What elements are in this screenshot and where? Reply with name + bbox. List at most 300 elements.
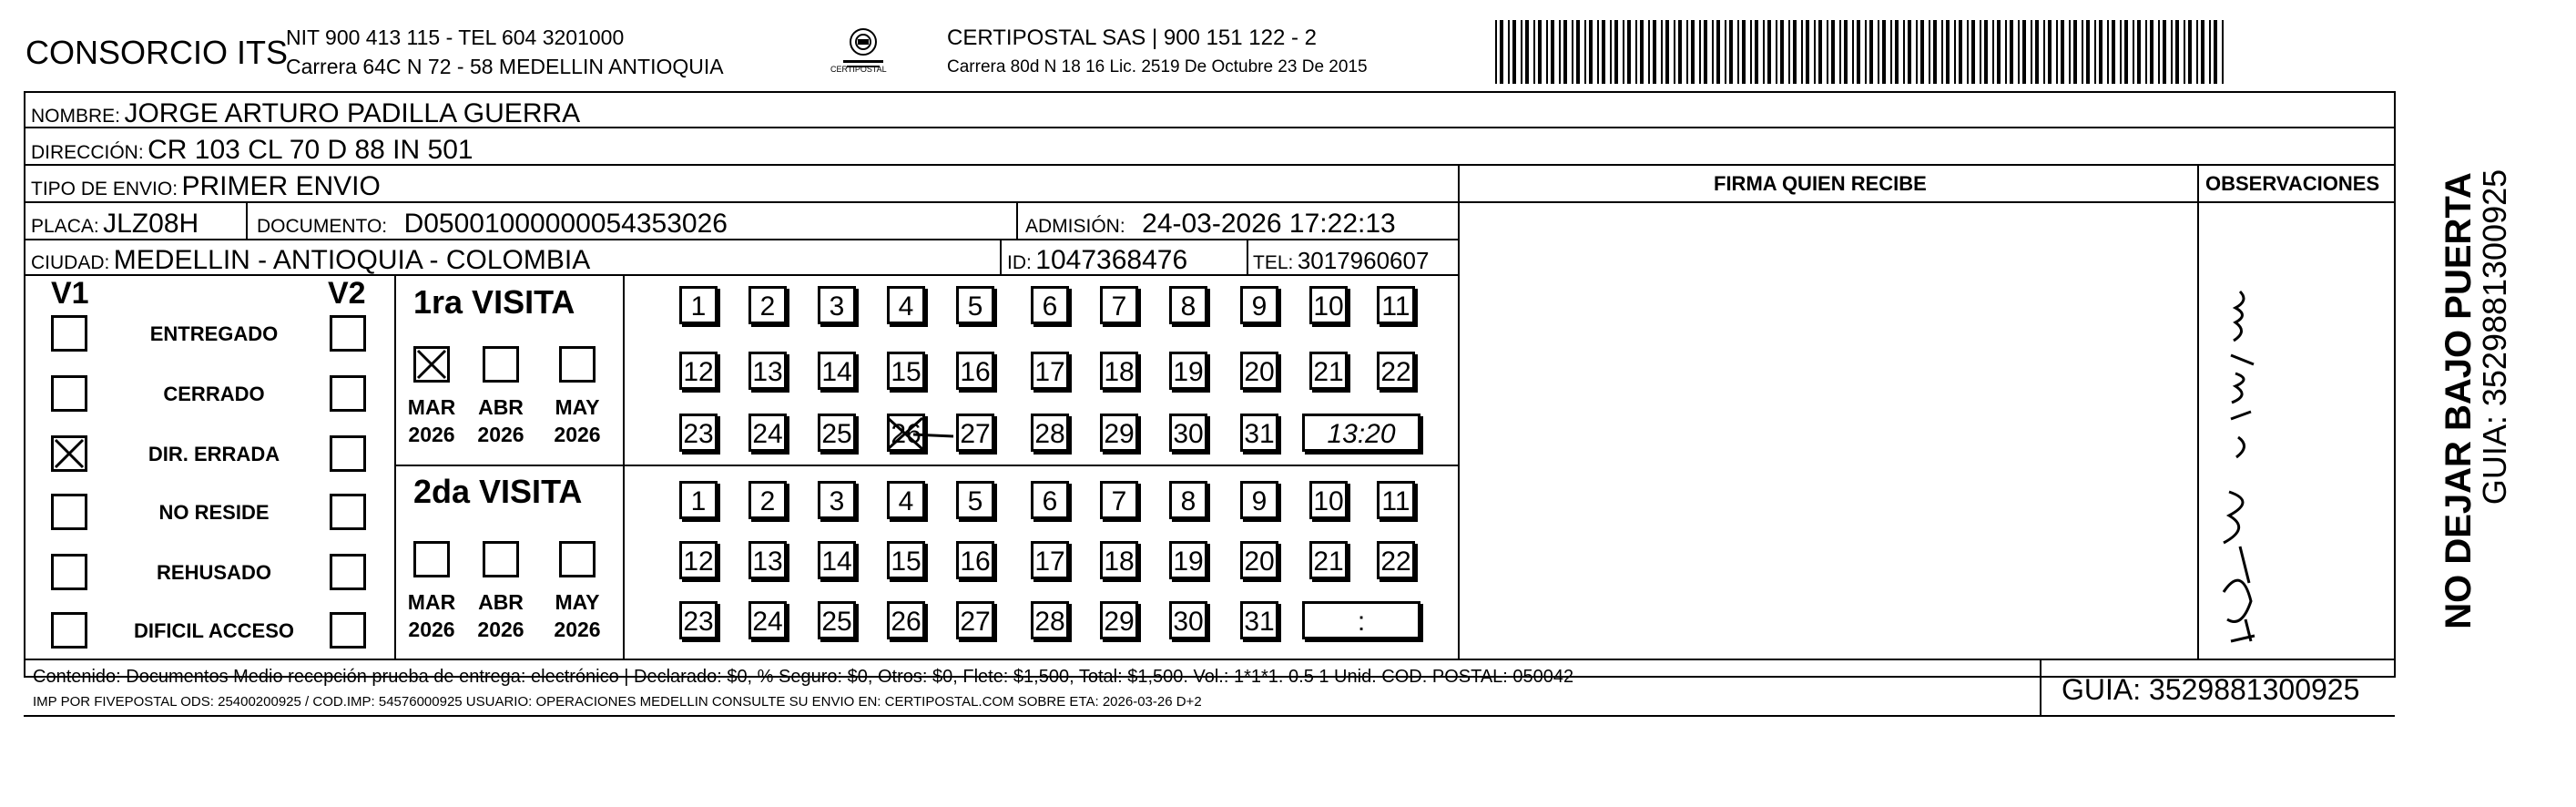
barcode-bar: [1890, 20, 1892, 84]
first-day-7[interactable]: [1100, 286, 1138, 324]
recipient-address: CR 103 CL 70 D 88 IN 501: [148, 135, 473, 165]
second-day-label: 12: [683, 547, 714, 577]
barcode-bar: [1984, 20, 1988, 84]
plate-label: PLACA:: [31, 216, 99, 237]
barcode-bar: [1793, 20, 1797, 84]
v1-checkbox-2[interactable]: [51, 435, 87, 472]
second-day-label: 31: [1244, 607, 1275, 637]
barcode-bar: [2150, 20, 2153, 84]
barcode-bar: [1559, 20, 1561, 84]
first-day-25[interactable]: [818, 414, 856, 452]
first-day-label: 14: [821, 357, 852, 387]
second-visit-year-label-2: 2026: [554, 618, 601, 641]
barcode-bar: [2056, 20, 2058, 84]
first-day-label: 15: [891, 357, 921, 387]
second-visit-month-checkbox-0[interactable]: [413, 541, 450, 577]
barcode-bar: [2112, 20, 2115, 84]
first-day-label: 5: [967, 291, 983, 322]
first-day-label: 1: [690, 291, 707, 322]
second-day-label: 25: [821, 607, 852, 637]
first-day-9[interactable]: [1240, 286, 1278, 324]
city-value: MEDELLIN - ANTIOQUIA - COLOMBIA: [113, 245, 591, 275]
first-day-23[interactable]: [679, 414, 718, 452]
first-day-16[interactable]: [956, 352, 994, 390]
observations-header: OBSERVACIONES: [2205, 172, 2380, 195]
shipment-type: PRIMER ENVIO: [181, 171, 381, 201]
day-mark-icon: [886, 413, 955, 466]
barcode-bar: [1623, 20, 1624, 84]
barcode-bar: [1508, 20, 1510, 84]
barcode-bar: [1895, 20, 1899, 84]
barcode-bar: [1597, 20, 1599, 84]
second-day-22[interactable]: [1377, 541, 1415, 579]
barcode-bar: [1933, 20, 1937, 84]
barcode-bar: [2124, 20, 2128, 84]
v2-checkbox-2[interactable]: [330, 435, 366, 472]
second-day-7[interactable]: [1100, 481, 1138, 519]
barcode-bar: [1780, 20, 1784, 84]
v1-checkbox-1[interactable]: [51, 375, 87, 412]
barcode-bar: [1882, 20, 1886, 84]
barcode-bar: [1665, 20, 1669, 84]
barcode-bar: [1920, 20, 1924, 84]
barcode-bar: [1678, 20, 1682, 84]
second-day-label: 26: [891, 607, 921, 637]
barcode-bar: [1869, 20, 1873, 84]
barcode-bar: [2069, 20, 2071, 84]
second-day-label: 21: [1313, 547, 1344, 577]
first-day-label: 20: [1244, 357, 1275, 387]
second-day-18[interactable]: [1100, 541, 1138, 579]
address-label: DIRECCIÓN:: [31, 142, 144, 163]
barcode: [1495, 20, 2224, 84]
second-day-2[interactable]: [748, 481, 787, 519]
first-day-27[interactable]: [956, 414, 994, 452]
first-day-label: 30: [1173, 419, 1204, 449]
first-day-5[interactable]: [956, 286, 994, 324]
second-visit-title: 2da VISITA: [413, 473, 583, 510]
barcode-bar: [2082, 20, 2083, 84]
v1-header: V1: [51, 276, 89, 311]
barcode-bar: [1763, 20, 1765, 84]
first-visit-year-label-2: 2026: [554, 423, 601, 446]
barcode-bar: [1686, 20, 1688, 84]
first-day-21[interactable]: [1309, 352, 1348, 390]
barcode-bar: [1992, 20, 1994, 84]
second-visit-year-label-0: 2026: [408, 618, 455, 641]
second-day-19[interactable]: [1169, 541, 1207, 579]
first-day-label: 28: [1034, 419, 1065, 449]
second-day-label: 1: [690, 486, 707, 516]
first-day-label: 7: [1111, 291, 1127, 322]
status-label-0: ENTREGADO: [149, 322, 279, 345]
first-day-22[interactable]: [1377, 352, 1415, 390]
second-day-14[interactable]: [818, 541, 856, 579]
barcode-bar: [1627, 20, 1631, 84]
first-visit-month-checkbox-2[interactable]: [559, 346, 596, 383]
barcode-bar: [1818, 20, 1822, 84]
v1-checkbox-3[interactable]: [51, 494, 87, 530]
first-day-3[interactable]: [818, 286, 856, 324]
first-day-30[interactable]: [1169, 414, 1207, 452]
barcode-bar: [1946, 20, 1950, 84]
second-day-5[interactable]: [956, 481, 994, 519]
barcode-bar: [1525, 20, 1529, 84]
barcode-bar: [2094, 20, 2096, 84]
second-visit-month-label-0: MAR: [407, 590, 456, 614]
admission-value: 24-03-2026 17:22:13: [1142, 209, 1396, 239]
v2-checkbox-3[interactable]: [330, 494, 366, 530]
barcode-bar: [1576, 20, 1580, 84]
barcode-bar: [1865, 20, 1867, 84]
first-visit-month-checkbox-0[interactable]: [413, 346, 450, 383]
barcode-bar: [1878, 20, 1879, 84]
second-day-label: 6: [1042, 486, 1058, 516]
barcode-bar: [1903, 20, 1905, 84]
barcode-bar: [1602, 20, 1605, 84]
second-day-label: 17: [1034, 547, 1065, 577]
second-visit-month-checkbox-1[interactable]: [483, 541, 519, 577]
second-day-9[interactable]: [1240, 481, 1278, 519]
first-day-label: 29: [1104, 419, 1135, 449]
second-day-label: 23: [683, 607, 714, 637]
first-day-2[interactable]: [748, 286, 787, 324]
first-visit-year-label-0: 2026: [408, 423, 455, 446]
second-day-label: 24: [752, 607, 783, 637]
barcode-bar: [1967, 20, 1969, 84]
check-mark-icon: [54, 438, 85, 469]
barcode-bar: [1831, 20, 1835, 84]
barcode-bar: [1788, 20, 1790, 84]
first-day-label: 4: [898, 291, 914, 322]
first-day-31[interactable]: [1240, 414, 1278, 452]
recipient-name: JORGE ARTURO PADILLA GUERRA: [124, 98, 581, 128]
first-day-label: 3: [829, 291, 845, 322]
barcode-bar: [1563, 20, 1567, 84]
logo-text: CERTIPOSTAL: [830, 65, 887, 74]
barcode-bar: [1538, 20, 1542, 84]
second-day-6[interactable]: [1031, 481, 1069, 519]
first-day-label: 9: [1251, 291, 1268, 322]
first-day-label: 10: [1313, 291, 1344, 322]
second-day-label: 27: [960, 607, 991, 637]
first-day-10[interactable]: [1309, 286, 1348, 324]
barcode-bar: [1674, 20, 1675, 84]
first-day-label: 8: [1180, 291, 1196, 322]
tel-value: 3017960607: [1297, 247, 1430, 274]
second-day-label: 20: [1244, 547, 1275, 577]
first-day-label: 22: [1380, 357, 1411, 387]
barcode-bar: [1742, 20, 1746, 84]
second-visit-month-label-2: MAY: [555, 590, 600, 614]
type-label: TIPO DE ENVIO:: [31, 179, 178, 199]
second-day-11[interactable]: [1377, 481, 1415, 519]
barcode-bar: [1610, 20, 1612, 84]
second-day-label: 4: [898, 486, 914, 516]
barcode-bar: [2035, 20, 2039, 84]
barcode-bar: [2196, 20, 2198, 84]
barcode-bar: [1801, 20, 1803, 84]
second-day-label: 5: [967, 486, 983, 516]
second-visit-year-label-1: 2026: [477, 618, 524, 641]
second-day-16[interactable]: [956, 541, 994, 579]
second-day-10[interactable]: [1309, 481, 1348, 519]
barcode-bar: [1814, 20, 1816, 84]
barcode-bar: [1635, 20, 1637, 84]
barcode-bar: [2184, 20, 2185, 84]
barcode-bar: [2158, 20, 2160, 84]
barcode-bar: [1704, 20, 1707, 84]
second-day-label: 11: [1381, 486, 1410, 516]
barcode-bar: [1521, 20, 1522, 84]
first-day-12[interactable]: [679, 352, 718, 390]
first-day-label: 16: [960, 357, 991, 387]
barcode-bar: [1729, 20, 1733, 84]
first-day-label: 25: [821, 419, 852, 449]
second-day-21[interactable]: [1309, 541, 1348, 579]
document-label: DOCUMENTO:: [257, 216, 388, 237]
barcode-bar: [2163, 20, 2166, 84]
first-day-28[interactable]: [1031, 414, 1069, 452]
barcode-bar: [1827, 20, 1828, 84]
first-day-label: 17: [1034, 357, 1065, 387]
admission-label: ADMISIÓN:: [1025, 216, 1125, 237]
second-day-label: 15: [891, 547, 921, 577]
courier-address: Carrera 80d N 18 16 Lic. 2519 De Octubre 23 De 2015: [947, 57, 1368, 77]
second-day-24[interactable]: [748, 601, 787, 639]
v2-checkbox-4[interactable]: [330, 554, 366, 590]
barcode-bar: [2120, 20, 2122, 84]
barcode-bar: [1589, 20, 1593, 84]
barcode-bar: [1500, 20, 1503, 84]
first-day-15[interactable]: [887, 352, 925, 390]
barcode-bar: [1908, 20, 1911, 84]
second-visit-month-label-1: ABR: [478, 590, 524, 614]
barcode-bar: [2133, 20, 2134, 84]
v2-header: V2: [328, 276, 366, 311]
second-day-1[interactable]: [679, 481, 718, 519]
v2-checkbox-0[interactable]: [330, 315, 366, 352]
first-day-14[interactable]: [818, 352, 856, 390]
status-label-4: REHUSADO: [157, 561, 271, 584]
signature-header: FIRMA QUIEN RECIBE: [1714, 172, 1927, 195]
second-day-23[interactable]: [679, 601, 718, 639]
barcode-bar: [1614, 20, 1618, 84]
barcode-bar: [1839, 20, 1841, 84]
first-day-label: 23: [683, 419, 714, 449]
barcode-bar: [2048, 20, 2052, 84]
footer-guia: GUIA: 3529881300925: [2062, 673, 2360, 706]
first-visit-title: 1ra VISITA: [413, 283, 575, 321]
barcode-bar: [1941, 20, 1943, 84]
first-day-4[interactable]: [887, 286, 925, 324]
plate-value: JLZ08H: [103, 209, 199, 239]
first-day-label: 24: [752, 419, 783, 449]
check-mark-icon: [416, 349, 447, 380]
side-guia: GUIA: 3529881300925: [2476, 169, 2513, 506]
barcode-bar: [1572, 20, 1573, 84]
second-day-label: 13: [752, 547, 783, 577]
barcode-bar: [1852, 20, 1854, 84]
barcode-graphic: [1495, 20, 2224, 84]
first-day-18[interactable]: [1100, 352, 1138, 390]
handwriting-scribble: [2204, 273, 2276, 656]
first-day-1[interactable]: [679, 286, 718, 324]
first-visit-month-label-1: ABR: [478, 395, 524, 419]
first-day-label: 12: [683, 357, 714, 387]
barcode-bar: [2010, 20, 2013, 84]
second-day-label: 9: [1251, 486, 1268, 516]
second-day-label: 30: [1173, 607, 1204, 637]
barcode-bar: [1691, 20, 1695, 84]
second-day-label: 14: [821, 547, 852, 577]
barcode-bar: [2031, 20, 2032, 84]
barcode-bar: [1755, 20, 1758, 84]
barcode-bar: [2137, 20, 2141, 84]
barcode-bar: [1980, 20, 1981, 84]
v2-checkbox-1[interactable]: [330, 375, 366, 412]
barcode-bar: [1776, 20, 1777, 84]
first-day-13[interactable]: [748, 352, 787, 390]
barcode-bar: [2005, 20, 2007, 84]
second-day-label: 3: [829, 486, 845, 516]
second-day-30[interactable]: [1169, 601, 1207, 639]
second-day-label: 22: [1380, 547, 1411, 577]
first-visit-time[interactable]: 13:20: [1302, 414, 1420, 452]
first-day-label: 18: [1104, 357, 1135, 387]
barcode-bar: [2018, 20, 2020, 84]
second-day-31[interactable]: [1240, 601, 1278, 639]
second-day-label: 2: [759, 486, 776, 516]
barcode-bar: [2214, 20, 2217, 84]
first-day-11[interactable]: [1377, 286, 1415, 324]
second-day-15[interactable]: [887, 541, 925, 579]
barcode-bar: [2222, 20, 2224, 84]
second-visit-time[interactable]: :: [1302, 601, 1420, 639]
first-visit-month-checkbox-1[interactable]: [483, 346, 519, 383]
company-address: Carrera 64C N 72 - 58 MEDELLIN ANTIOQUIA: [286, 55, 724, 78]
barcode-bar: [2099, 20, 2103, 84]
document-value: D05001000000054353026: [403, 209, 728, 239]
barcode-bar: [1533, 20, 1535, 84]
second-day-label: 29: [1104, 607, 1135, 637]
barcode-bar: [1653, 20, 1656, 84]
id-value: 1047368476: [1035, 245, 1188, 275]
status-label-3: NO RESIDE: [158, 501, 270, 524]
status-label-1: CERRADO: [163, 383, 265, 405]
barcode-bar: [1546, 20, 1548, 84]
first-day-label: 19: [1173, 357, 1204, 387]
first-day-6[interactable]: [1031, 286, 1069, 324]
barcode-bar: [1857, 20, 1860, 84]
second-day-29[interactable]: [1100, 601, 1138, 639]
v1-checkbox-5[interactable]: [51, 612, 87, 649]
second-day-26[interactable]: [887, 601, 925, 639]
second-day-label: 18: [1104, 547, 1135, 577]
barcode-bar: [2043, 20, 2045, 84]
second-day-label: 10: [1313, 486, 1344, 516]
first-visit-year-label-1: 2026: [477, 423, 524, 446]
second-day-25[interactable]: [818, 601, 856, 639]
name-label: NOMBRE:: [31, 106, 121, 127]
barcode-bar: [1844, 20, 1848, 84]
second-day-8[interactable]: [1169, 481, 1207, 519]
first-day-29[interactable]: [1100, 414, 1138, 452]
barcode-bar: [1954, 20, 1956, 84]
side-warning: NO DEJAR BAJO PUERTA: [2439, 172, 2479, 629]
barcode-bar: [1806, 20, 1809, 84]
barcode-bar: [1712, 20, 1714, 84]
barcode-bar: [2145, 20, 2147, 84]
barcode-bar: [2061, 20, 2064, 84]
barcode-bar: [1959, 20, 1962, 84]
barcode-bar: [1495, 20, 1497, 84]
second-visit-month-checkbox-2[interactable]: [559, 541, 596, 577]
first-day-label: 21: [1313, 357, 1344, 387]
barcode-bar: [1661, 20, 1663, 84]
second-day-20[interactable]: [1240, 541, 1278, 579]
first-day-24[interactable]: [748, 414, 787, 452]
second-day-label: 28: [1034, 607, 1065, 637]
courier-name: CERTIPOSTAL SAS | 900 151 122 - 2: [947, 26, 1317, 50]
second-day-27[interactable]: [956, 601, 994, 639]
v1-checkbox-4[interactable]: [51, 554, 87, 590]
barcode-bar: [2209, 20, 2211, 84]
first-day-26[interactable]: [887, 414, 925, 452]
barcode-bar: [1971, 20, 1975, 84]
v2-checkbox-5[interactable]: [330, 612, 366, 649]
barcode-bar: [2086, 20, 2090, 84]
second-day-13[interactable]: [748, 541, 787, 579]
barcode-bar: [1512, 20, 1516, 84]
status-label-2: DIR. ERRADA: [148, 443, 280, 465]
barcode-bar: [1640, 20, 1644, 84]
footer-print-info: IMP POR FIVEPOSTAL ODS: 25400200925 / COD.IMP: 54576000925 USUARIO: OPERACIONES MEDELLIN CONSULTE SU ENVIO EN: CERTIPOSTAL.COM SOBRE ETA: 2026-03-26 D+2: [33, 694, 1202, 710]
status-label-5: DIFICIL ACCESO: [133, 619, 294, 642]
first-day-label: 2: [759, 291, 776, 322]
first-day-label: 27: [960, 419, 991, 449]
first-visit-month-label-0: MAR: [407, 395, 456, 419]
first-day-19[interactable]: [1169, 352, 1207, 390]
second-day-3[interactable]: [818, 481, 856, 519]
first-day-20[interactable]: [1240, 352, 1278, 390]
barcode-bar: [2175, 20, 2179, 84]
barcode-bar: [2073, 20, 2077, 84]
first-day-label: 11: [1381, 291, 1410, 322]
barcode-bar: [2188, 20, 2192, 84]
second-day-28[interactable]: [1031, 601, 1069, 639]
first-day-label: 26: [891, 419, 921, 449]
second-day-4[interactable]: [887, 481, 925, 519]
barcode-bar: [2171, 20, 2173, 84]
footer-content: Contenido: Documentos Medio recepción prueba de entrega: electrónico | Declarado: $0, % Seguro: $0, Otros: $0, Flete: $1,500, Total: $1,500. Vol.: 1*1*1. 0.5 1 Unid. COD. POSTAL: 050042: [33, 667, 1574, 687]
second-day-17[interactable]: [1031, 541, 1069, 579]
observation-handwriting: [2204, 273, 2276, 656]
company-nit-tel: NIT 900 413 115 - TEL 604 3201000: [286, 26, 625, 49]
barcode-bar: [2022, 20, 2026, 84]
first-day-17[interactable]: [1031, 352, 1069, 390]
tel-label: TEL:: [1253, 252, 1294, 273]
first-day-label: 13: [752, 357, 783, 387]
barcode-bar: [1584, 20, 1586, 84]
first-day-label: 6: [1042, 291, 1058, 322]
second-day-label: 19: [1173, 547, 1204, 577]
barcode-bar: [1648, 20, 1650, 84]
barcode-bar: [1737, 20, 1739, 84]
v1-checkbox-0[interactable]: [51, 315, 87, 352]
second-day-12[interactable]: [679, 541, 718, 579]
first-day-8[interactable]: [1169, 286, 1207, 324]
